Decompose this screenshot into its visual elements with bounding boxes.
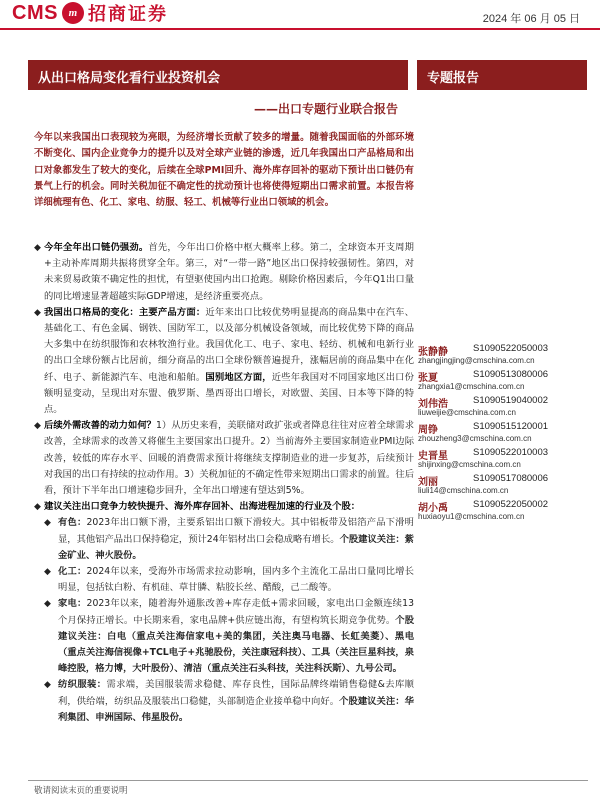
- bullet-item: [34, 305, 414, 418]
- analyst-email[interactable]: liuli14@cmschina.com.cn: [418, 486, 509, 495]
- analyst-name: 张静静: [418, 347, 448, 358]
- analyst-email[interactable]: zhouzheng3@cmschina.com.cn: [418, 434, 532, 443]
- bullet-diamond-icon: ◆: [34, 307, 41, 318]
- analyst-code: S1090522050003: [473, 343, 549, 354]
- analyst-name: 周铮: [418, 425, 438, 436]
- analyst-email[interactable]: shijinxing@cmschina.com.cn: [418, 460, 521, 469]
- analyst-code: S1090519040002: [473, 395, 549, 406]
- recommend-label: 个股建议关注：: [339, 695, 405, 707]
- bullet-diamond-icon: ◆: [44, 567, 51, 578]
- recommend-label: 个股建议关注：: [58, 614, 414, 642]
- analyst-email[interactable]: liuweijie@cmschina.com.cn: [418, 408, 516, 417]
- analyst-name: 史晋星: [418, 451, 448, 462]
- main-content: [34, 240, 414, 726]
- title-banner: [28, 60, 408, 90]
- company-logo: [12, 0, 168, 26]
- sector-text: 2023年出口额下滑，主要系铝出口额下滑较大。其中铝板带及铝箔产品下滑明显，其他铝产品出口保持稳定，预计24年铝材出口会稳成略有增长。: [58, 517, 414, 545]
- bullet-heading: 我国出口格局的变化：: [44, 306, 139, 318]
- footer-divider: [28, 780, 588, 781]
- sector-item: [44, 564, 414, 596]
- bullet-text: 近年来出口比较优势明显提高的商品集中在汽车、基础化工、有色金属、钢铁、国防军工，以及部分机械设备领域，而比较优势下降的商品大多集中在纺织服饰和农林牧渔行业。我国优化工、电子、家电、轻纺、机械和电新行业的出口全球份额占比居前，细分商品的出口全球份额普遍提升，涨幅居前的商品集中在化纤、电子、新能源汽车、电池和船舶。: [44, 306, 414, 383]
- analyst-entry: [418, 369, 593, 395]
- sector-text: 需求端，美国服装需求稳健、库存良性，国际品牌终端销售稳健&去库顺利，供给端，纺织品及服装出口稳健，头部制造企业接单稳中向好。: [58, 679, 414, 707]
- bullet-diamond-icon: ◆: [44, 599, 51, 610]
- report-type-label: 专题报告: [427, 71, 480, 86]
- report-date: 2024 年 06 月 05 日: [482, 13, 580, 25]
- bullet-subheading: 主要产品方面：: [138, 306, 206, 318]
- bullet-text: 1）从历史来看，美联储对政扩张或者降息往往对应着全球需求改善，全球需求的改善又将催生主要国家出口提升。2）当前海外主要国家制造业PMI边际改善，较低的库存水平、回暖的消费需求预计将继续支撑制造业的进一步复苏，后续预计对我国的出口有持续的拉动作用。3）关税加征的不确定性带来短期出口需求的前置。往后看，预计下半年出口增速稳步回升，全年出口增速有望达到5%。: [44, 420, 414, 497]
- bullet-heading: 今年全年出口链仍强劲。: [44, 242, 149, 253]
- bullet-heading: 建议关注出口竞争力较快提升、海外库存回补、出海进程加速的行业及个股：: [44, 501, 361, 513]
- sector-heading: 有色：: [58, 517, 87, 529]
- logo-chinese-text: 招商证券: [87, 4, 168, 25]
- analyst-code: S1090522010003: [473, 447, 549, 458]
- footer-note: 敬请阅读末页的重要说明: [34, 786, 128, 796]
- page-title: 从出口格局变化看行业投资机会: [38, 71, 221, 86]
- analyst-email[interactable]: zhangxia1@cmschina.com.cn: [418, 382, 525, 391]
- sector-heading: 家电：: [58, 598, 87, 610]
- analyst-name: 刘丽: [418, 477, 438, 488]
- bullet-diamond-icon: ◆: [34, 502, 41, 513]
- analyst-code: S1090517080006: [473, 473, 549, 484]
- bullet-diamond-icon: ◆: [34, 421, 41, 432]
- bullet-item: [34, 499, 414, 515]
- analyst-name: 刘伟浩: [418, 399, 448, 410]
- bullet-diamond-icon: ◆: [34, 243, 41, 253]
- sector-text: 2024年以来，受海外市场需求拉动影响，国内多个主流化工品出口量同比增长明显，包括钛白粉、有机硅、草甘膦、粘胶长丝、醋酸，己二酸等。: [58, 566, 414, 594]
- analyst-email[interactable]: huxiaoyu1@cmschina.com.cn: [418, 512, 525, 521]
- analyst-entry: [418, 447, 593, 473]
- analyst-entry: [418, 421, 593, 447]
- header-divider: [0, 28, 600, 30]
- analyst-entry: [418, 473, 593, 499]
- analyst-name: 胡小禹: [418, 503, 448, 514]
- analyst-name: 张夏: [418, 373, 438, 384]
- bullet-item: [34, 240, 414, 305]
- report-type-banner: [417, 60, 587, 90]
- sector-item: [44, 677, 414, 726]
- logo-cms-text: CMS: [12, 1, 58, 24]
- bullet-item: [34, 418, 414, 499]
- logo-emblem-icon: m: [62, 2, 84, 24]
- sector-text: 2023年以来，随着海外通胀改善+库存走低+需求回暖，家电出口金额连续13个月保持正增长。中长期来看，家电品牌+供应链出海，有望构筑长期竞争优势。: [58, 598, 414, 626]
- bullet-diamond-icon: ◆: [44, 680, 51, 691]
- analyst-code: S1090513080006: [473, 369, 549, 380]
- analyst-list: [418, 343, 593, 525]
- page-subtitle: ——出口专题行业联合报告: [253, 102, 398, 116]
- sector-item: [44, 515, 414, 564]
- bullet-text: 近些年我国对不同国家地区出口份额明显变动，呈现出对东盟、俄罗斯、墨西哥出口增长，对欧盟、美国、日本等下降的特点。: [44, 371, 414, 416]
- analyst-entry: [418, 395, 593, 421]
- analyst-entry: [418, 343, 593, 369]
- analyst-entry: [418, 499, 593, 525]
- bullet-diamond-icon: ◆: [44, 518, 51, 529]
- recommend-stocks: 紫金矿业、神火股份。: [58, 533, 414, 561]
- abstract-paragraph: 今年以来我国出口表现较为亮眼，为经济增长贡献了较多的增量。随着我国面临的外部环境不断变化、国内企业竞争力的提升以及对全球产业链的渗透，近几年我国出口产品格局和出口对象都发生了较大的变化，后续在全球PMI回升、海外库存回补的驱动下预计出口链仍有景气上行的机会。同时关税加征不确定性的扰动预计也将使得短期出口需求前置。本报告将详细梳理有色、化工、家电、纺服、轻工、机械等行业出口领域的机会。: [34, 132, 414, 209]
- analyst-code: S1090522050002: [473, 499, 549, 510]
- recommend-label: 个股建议关注：: [339, 533, 405, 545]
- bullet-subheading: 国别地区方面，: [205, 371, 272, 383]
- bullet-heading: 后续外需改善的动力如何？: [44, 420, 157, 432]
- bullet-text: 首先，今年出口价格中枢大概率上移。第二，全球资本开支周期+主动补库周期共振将贯穿全年。第三，对“一带一路”地区出口保持较强韧性。第四，对未来贸易政策不确定性的担忧，有望驱使国内出口抢跑。剔除价格因素后，今年Q1出口量的同比增速显著超越实际GDP增速，是经济重要亮点。: [44, 242, 414, 302]
- sector-heading: 纺织服装：: [58, 679, 107, 691]
- analyst-code: S1090515120001: [473, 421, 549, 432]
- recommend-stocks: 白电（重点关注海信家电+美的集团，关注奥马电器、长虹美菱）、黑电（重点关注海信视像+TCL电子+兆驰股份，关注康冠科技）、工具（关注巨星科技，泉峰控股，格力博，大叶股份）、清洁（重点关注石头科技，关注科沃斯）、九号公司。: [58, 630, 414, 675]
- recommend-stocks: 华利集团、申洲国际、伟星股份。: [58, 695, 414, 723]
- sector-heading: 化工：: [58, 566, 87, 578]
- sector-item: [44, 596, 414, 677]
- analyst-email[interactable]: zhangjingjing@cmschina.com.cn: [418, 356, 535, 365]
